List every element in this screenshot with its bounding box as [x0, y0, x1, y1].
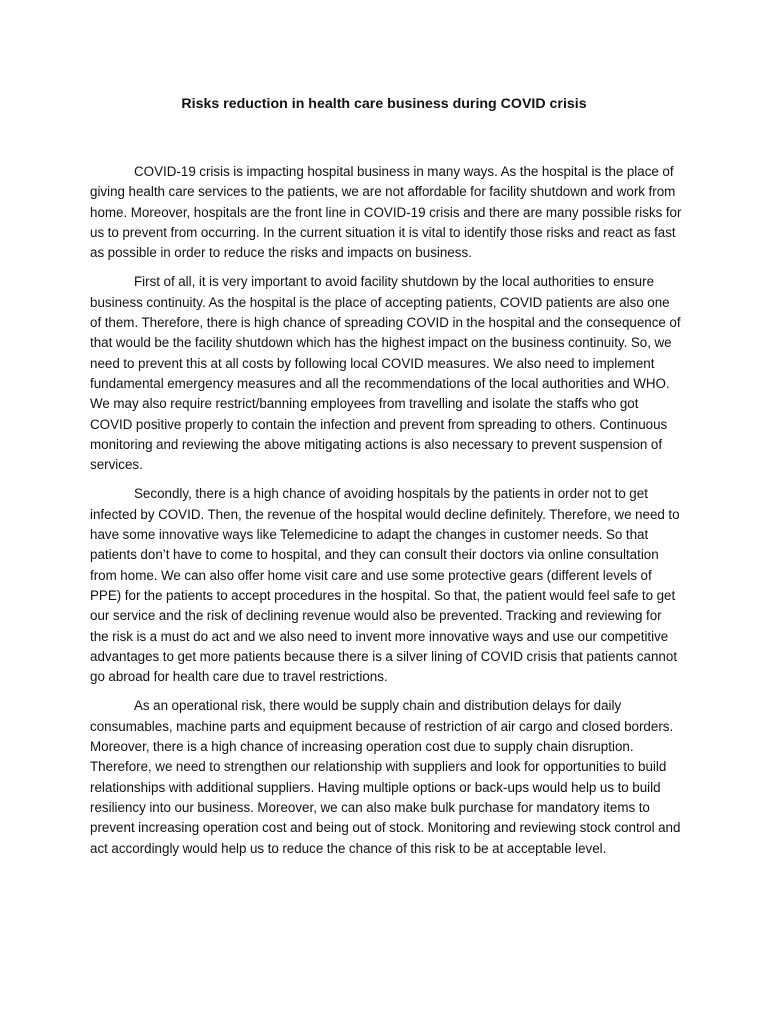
- paragraph-facility-shutdown: First of all, it is very important to avoid facility shutdown by the local authorities to ensure business continuity. As the hospital is the place of accepting patients, COVID patients are also one of them. Therefore, there is high chance of spreading COVID in the hospital and the consequence of that would be the facility shutdown which has the highest impact on the business continuity. So, we need to prevent this at all costs by following local COVID measures. We also need to implement fundamental emergency measures and all the recommendations of the local authorities and WHO. We may also require restrict/banning employees from travelling and isolate the staffs who got COVID positive properly to contain the infection and prevent from spreading to others. Continuous monitoring and reviewing the above mitigating actions is also necessary to prevent suspension of services.: [90, 274, 681, 473]
- paragraph-operational-risk: As an operational risk, there would be supply chain and distribution delays for daily consumables, machine parts and equipment because of restriction of air cargo and closed borders. Moreover, there is a high chance of increasing operation cost due to supply chain disruption. Therefore, we need to strengthen our relationship with suppliers and look for opportunities to build relationships with additional suppliers. Having multiple options or back-ups would help us to build resiliency into our business. Moreover, we can also make bulk purchase for mandatory items to prevent increasing operation cost and being out of stock. Monitoring and reviewing stock control and act accordingly would help us to reduce the chance of this risk to be at acceptable level.: [90, 698, 681, 856]
- document-title: Risks reduction in health care business during COVID crisis: [181, 96, 587, 112]
- document-body: [90, 162, 682, 868]
- paragraph-intro: COVID-19 crisis is impacting hospital business in many ways. As the hospital is the place of giving health care services to the patients, we are not affordable for facility shutdown and work from home. Moreover, hospitals are the front line in COVID-19 crisis and there are many possible risks for us to prevent from occurring. In the current situation it is vital to identify those risks and react as fast as possible in order to reduce the risks and impacts on business.: [90, 164, 682, 261]
- paragraph-patient-avoidance: Secondly, there is a high chance of avoiding hospitals by the patients in order not to get infected by COVID. Then, the revenue of the hospital would decline definitely. Therefore, we need to have some innovative ways like Telemedicine to adapt the changes in customer needs. So that patients don’t have to come to hospital, and they can consult their doctors via online consultation from home. We can also offer home visit care and use some protective gears (different levels of PPE) for the patients to accept procedures in the hospital. So that, the patient would feel safe to get our service and the risk of declining revenue would also be prevented. Tracking and reviewing for the risk is a must do act and we also need to invent more innovative ways and use our competitive advantages to get more patients because there is a silver lining of COVID crisis that patients cannot go abroad for health care due to travel restrictions.: [90, 486, 680, 685]
